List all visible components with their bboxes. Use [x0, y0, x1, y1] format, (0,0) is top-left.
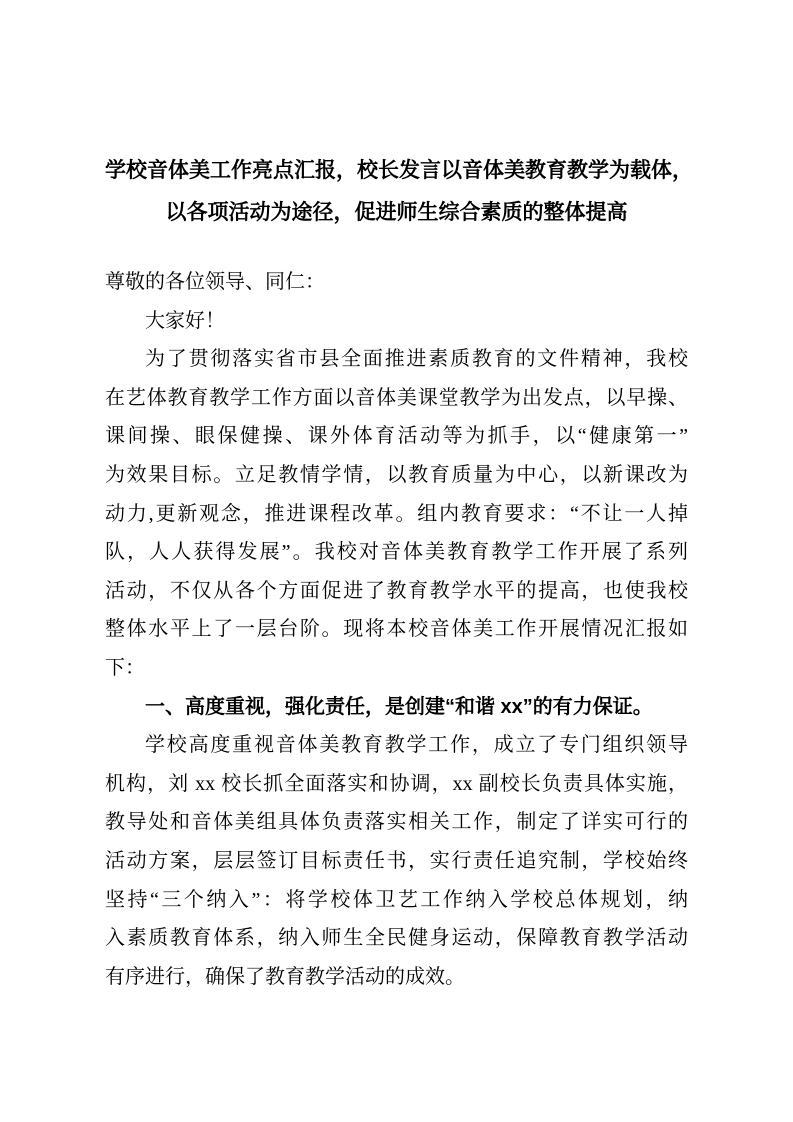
paragraph: [105, 302, 688, 341]
text-line: 机构，刘 xx 校长抓全面落实和协调，xx 副校长负责具体实施，: [105, 772, 688, 795]
document-title: [105, 150, 693, 234]
text-line: 坚持“三个纳入”：将学校体卫艺工作纳入学校总体规划，纳: [105, 888, 688, 911]
text-line: 整体水平上了一层台阶。现将本校音体美工作开展情况汇报如: [105, 618, 688, 641]
text-line: 为了贯彻落实省市县全面推进素质教育的文件精神，我校: [145, 348, 688, 371]
text-line: 为效果目标。立足教情学情，以教育质量为中心，以新课改为: [105, 463, 688, 486]
text-line: 教导处和音体美组具体负责落实相关工作，制定了详实可行的: [105, 811, 688, 834]
paragraph: [105, 726, 688, 996]
text-line: 活动方案，层层签订目标责任书，实行责任追究制，学校始终: [105, 849, 688, 872]
text-line: 在艺体教育教学工作方面以音体美课堂教学为出发点，以早操、: [105, 386, 688, 409]
text-line: 入素质教育体系，纳入师生全民健身运动，保障教育教学活动: [105, 927, 688, 950]
text-line: 下：: [105, 656, 145, 679]
text-line: 学校高度重视音体美教育教学工作，成立了专门组织领导: [145, 734, 688, 757]
text-line: 有序进行，确保了教育教学活动的成效。: [105, 965, 465, 988]
text-line: 尊敬的各位领导、同仁：: [105, 271, 325, 293]
section-heading: [105, 688, 688, 727]
text-line: 课间操、眼保健操、课外体育活动等为抓手，以“健康第一”: [105, 425, 688, 448]
heading-line: 一、高度重视，强化责任，是创建“和谐 xx”的有力保证。: [145, 695, 653, 718]
text-line: 活动，不仅从各个方面促进了教育教学水平的提高，也使我校: [105, 579, 688, 602]
text-line: 大家好！: [145, 309, 225, 332]
text-line: 队，人人获得发展”。我校对音体美教育教学工作开展了系列: [105, 541, 688, 564]
title-line: 学校音体美工作亮点汇报，校长发言以音体美教育教学为载体，: [105, 159, 693, 182]
paragraph: [105, 263, 688, 302]
paragraph: [105, 340, 688, 687]
title-line: 以各项活动为途径，促进师生综合素质的整体提高: [165, 201, 628, 224]
document-body: [105, 263, 688, 996]
text-line: 动力,更新观念，推进课程改革。组内教育要求：“不让一人掉: [105, 502, 688, 525]
